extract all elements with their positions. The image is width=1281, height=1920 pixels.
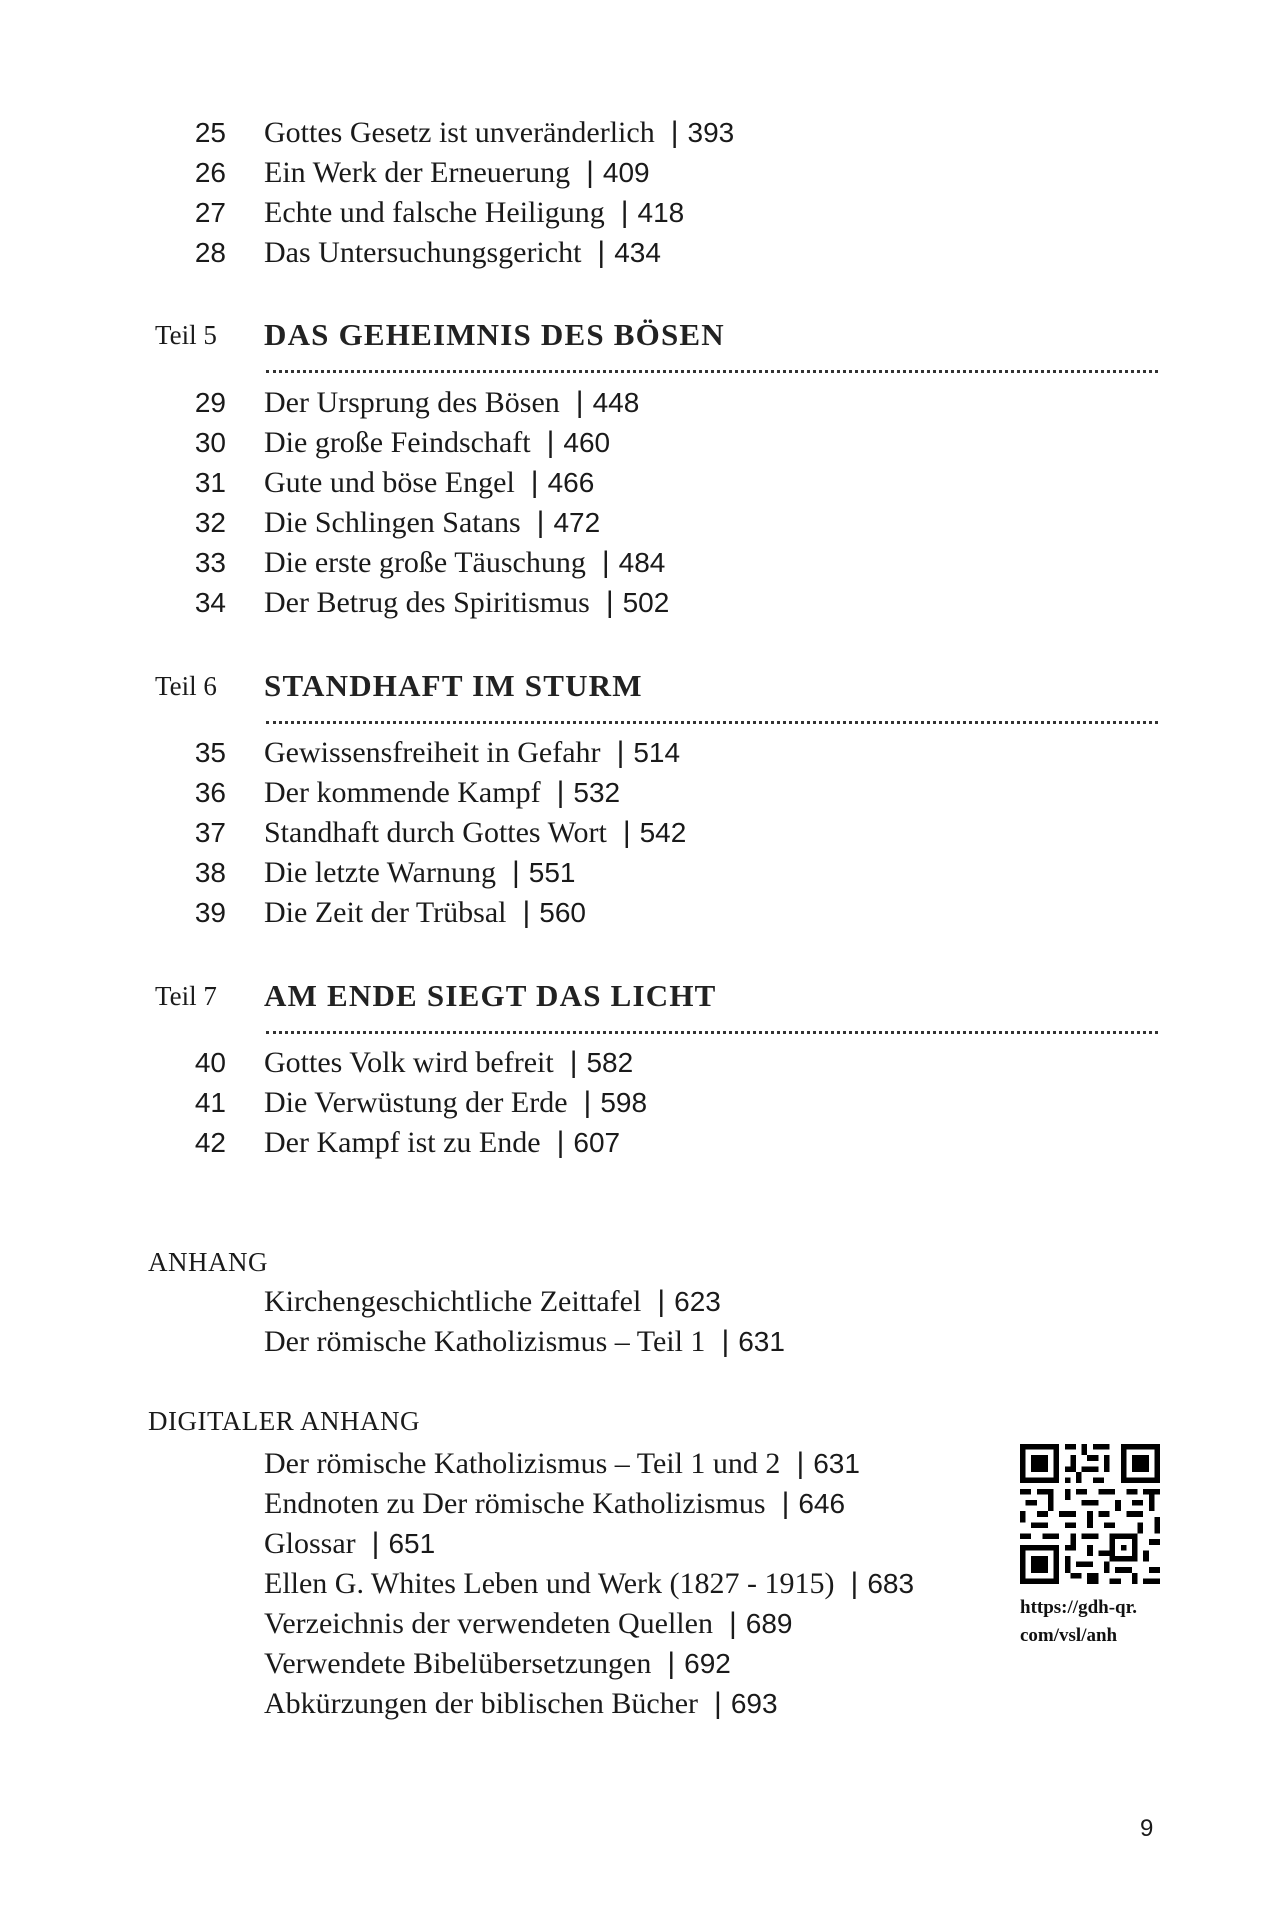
digital-appendix-page: 692 bbox=[684, 1648, 731, 1679]
chapter-page: 551 bbox=[528, 857, 576, 888]
digital-appendix-page: 631 bbox=[813, 1448, 860, 1479]
chapter-number: 35 bbox=[194, 737, 226, 768]
chapter-title: Die große Feindschaft | 460 bbox=[264, 426, 611, 459]
chapter-title: Der Ursprung des Bösen | 448 bbox=[264, 386, 640, 419]
chapter-number: 29 bbox=[194, 387, 226, 418]
chapter-number: 37 bbox=[194, 817, 226, 848]
chapter-title: Die Schlingen Satans | 472 bbox=[264, 506, 601, 539]
chapter-number: 28 bbox=[194, 237, 226, 268]
chapter-page: 598 bbox=[600, 1087, 648, 1118]
chapter-title: Echte und falsche Heiligung | 418 bbox=[264, 196, 685, 229]
chapter-number: 25 bbox=[194, 117, 226, 148]
chapter-title: Der Kampf ist zu Ende | 607 bbox=[264, 1126, 621, 1159]
chapter-page: 472 bbox=[553, 507, 601, 538]
chapter-number: 27 bbox=[194, 197, 226, 228]
chapter-number: 34 bbox=[194, 587, 226, 618]
page-number: 9 bbox=[1140, 1815, 1154, 1842]
digital-appendix-entry: Glossar | 651 bbox=[264, 1527, 436, 1560]
digital-appendix-page: 683 bbox=[867, 1568, 915, 1599]
digital-appendix-page: 693 bbox=[730, 1688, 778, 1719]
dotted-divider bbox=[266, 370, 1158, 373]
chapter-title: Ein Werk der Erneuerung | 409 bbox=[264, 156, 650, 189]
chapter-page: 409 bbox=[602, 157, 650, 188]
chapter-page: 448 bbox=[592, 387, 640, 418]
chapter-page: 466 bbox=[547, 467, 595, 498]
digital-appendix-page: 689 bbox=[745, 1608, 793, 1639]
chapter-page: 418 bbox=[637, 197, 685, 228]
chapter-number: 26 bbox=[194, 157, 226, 188]
qr-url-line: https://gdh-qr. bbox=[1020, 1597, 1138, 1618]
chapter-number: 39 bbox=[194, 897, 226, 928]
qr-url[interactable] bbox=[1020, 1594, 1180, 1650]
appendix-entry: Kirchengeschichtliche Zeittafel | 623 bbox=[264, 1285, 721, 1318]
digital-appendix-entry: Verwendete Bibelübersetzungen | 692 bbox=[264, 1647, 731, 1680]
chapter-page: 607 bbox=[573, 1127, 621, 1158]
part-heading: AM ENDE SIEGT DAS LICHT bbox=[264, 978, 717, 1013]
chapter-page: 502 bbox=[622, 587, 670, 618]
digital-appendix-page: 646 bbox=[798, 1488, 846, 1519]
appendix-page: 631 bbox=[738, 1326, 785, 1357]
chapter-title: Der Betrug des Spiritismus | 502 bbox=[264, 586, 670, 619]
chapter-page: 393 bbox=[687, 117, 735, 148]
part-heading: DAS GEHEIMNIS DES BÖSEN bbox=[264, 317, 725, 352]
chapter-page: 560 bbox=[539, 897, 586, 928]
digital-appendix-entry: Ellen G. Whites Leben und Werk (1827 - 1915) | 683 bbox=[264, 1567, 915, 1600]
qr-url-line: com/vsl/anh bbox=[1020, 1625, 1118, 1646]
digital-appendix-entry: Abkürzungen der biblischen Bücher | 693 bbox=[264, 1687, 778, 1720]
digital-appendix-heading: DIGITALER ANHANG bbox=[148, 1406, 421, 1436]
chapter-title: Gewissensfreiheit in Gefahr | 514 bbox=[264, 736, 681, 769]
chapter-page: 542 bbox=[639, 817, 687, 848]
chapter-title: Gottes Gesetz ist unveränderlich | 393 bbox=[264, 116, 735, 149]
chapter-title: Die letzte Warnung | 551 bbox=[264, 856, 576, 889]
chapter-number: 30 bbox=[194, 427, 226, 458]
qr-code[interactable] bbox=[1020, 1444, 1160, 1584]
chapter-title: Gottes Volk wird befreit | 582 bbox=[264, 1046, 634, 1079]
digital-appendix-page: 651 bbox=[388, 1528, 436, 1559]
digital-appendix-entry: Verzeichnis der verwendeten Quellen | 689 bbox=[264, 1607, 793, 1640]
part-label: Teil 6 bbox=[155, 671, 217, 701]
chapter-page: 582 bbox=[586, 1047, 634, 1078]
dotted-divider bbox=[266, 1031, 1158, 1034]
part-label: Teil 7 bbox=[155, 981, 217, 1011]
chapter-title: Gute und böse Engel | 466 bbox=[264, 466, 595, 499]
part-label: Teil 5 bbox=[155, 320, 217, 350]
chapter-title: Standhaft durch Gottes Wort | 542 bbox=[264, 816, 687, 849]
chapter-title: Das Untersuchungsgericht | 434 bbox=[264, 236, 661, 269]
chapter-page: 514 bbox=[633, 737, 681, 768]
chapter-number: 31 bbox=[194, 467, 226, 498]
chapter-number: 40 bbox=[194, 1047, 226, 1078]
appendix-entry: Der römische Katholizismus – Teil 1 | 631 bbox=[264, 1325, 785, 1358]
part-heading: STANDHAFT IM STURM bbox=[264, 668, 643, 703]
appendix-heading: ANHANG bbox=[148, 1247, 268, 1277]
chapter-title: Die erste große Täuschung | 484 bbox=[264, 546, 666, 579]
chapter-title: Die Zeit der Trübsal | 560 bbox=[264, 896, 586, 929]
chapter-number: 36 bbox=[194, 777, 226, 808]
chapter-number: 38 bbox=[194, 857, 226, 888]
chapter-number: 32 bbox=[194, 507, 226, 538]
chapter-title: Die Verwüstung der Erde | 598 bbox=[264, 1086, 648, 1119]
chapter-page: 460 bbox=[563, 427, 611, 458]
dotted-divider bbox=[266, 721, 1158, 724]
appendix-page: 623 bbox=[674, 1286, 721, 1317]
chapter-page: 532 bbox=[573, 777, 621, 808]
chapter-page: 434 bbox=[614, 237, 661, 268]
chapter-number: 41 bbox=[194, 1087, 226, 1118]
digital-appendix-entry: Endnoten zu Der römische Katholizismus | 646 bbox=[264, 1487, 846, 1520]
chapter-number: 42 bbox=[194, 1127, 226, 1158]
chapter-page: 484 bbox=[618, 547, 666, 578]
digital-appendix-entry: Der römische Katholizismus – Teil 1 und 2 | 631 bbox=[264, 1447, 860, 1480]
chapter-title: Der kommende Kampf | 532 bbox=[264, 776, 621, 809]
chapter-number: 33 bbox=[194, 547, 226, 578]
